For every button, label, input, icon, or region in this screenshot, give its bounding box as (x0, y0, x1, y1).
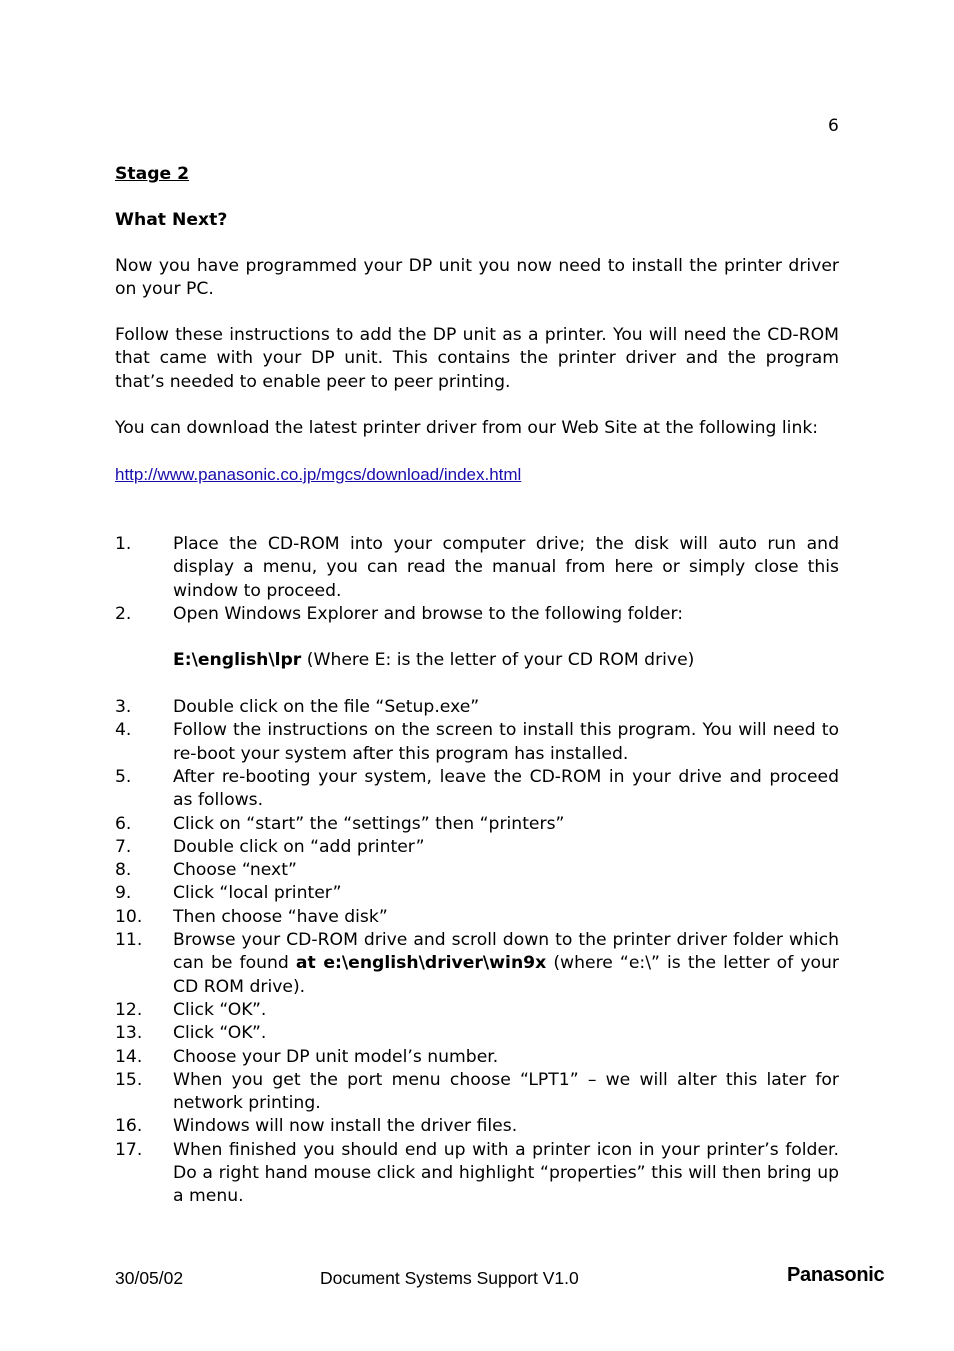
footer-title: Document Systems Support V1.0 (320, 1268, 579, 1288)
list-item (115, 696, 839, 719)
list-item (115, 766, 839, 813)
list-item (115, 882, 839, 905)
list-item (115, 1139, 839, 1209)
step-number: 2. (115, 603, 132, 624)
list-item (115, 719, 839, 766)
step-text: Follow the instructions on the screen to install this program. You will need to re-boot your system after this program has installed. (173, 720, 839, 764)
step-text: Click “OK”. (173, 1023, 267, 1044)
list-item (115, 999, 839, 1022)
list-item (115, 533, 839, 603)
intro-paragraph: Now you have programmed your DP unit you now need to install the printer driver on your PC. (115, 256, 839, 300)
step-text: Windows will now install the driver files. (173, 1116, 518, 1137)
step-number: 14. (115, 1046, 143, 1067)
step-number: 10. (115, 906, 143, 927)
folder-path-line (115, 649, 839, 672)
stage-heading: Stage 2 (115, 164, 190, 184)
step-text: Place the CD-ROM into your computer drive; the disk will auto run and display a menu, you can read the manual from here or simply close this window to proceed. (173, 534, 839, 601)
list-item (115, 1022, 839, 1045)
list-item (115, 929, 839, 999)
step-text: Open Windows Explorer and browse to the following folder: (173, 603, 684, 624)
step-text: Choose “next” (173, 860, 297, 881)
step-text: Choose your DP unit model’s number. (173, 1046, 499, 1067)
page-number: 6 (828, 116, 839, 136)
panasonic-logo: Panasonic (787, 1264, 885, 1286)
footer-date: 30/05/02 (115, 1268, 184, 1288)
driver-path: at e:\english\driver\win9x (295, 953, 547, 974)
list-item (115, 859, 839, 882)
step-text: Click “local printer” (173, 883, 342, 904)
step-number: 5. (115, 766, 132, 787)
step-text: When you get the port menu choose “LPT1” – we will alter this later for network printing. (173, 1069, 839, 1114)
step-number: 15. (115, 1069, 143, 1090)
step-text: When finished you should end up with a printer icon in your printer’s folder. Do a right hand mouse click and highlight “properties” this will then bring up a menu. (173, 1139, 839, 1207)
step-number: 6. (115, 813, 132, 834)
list-item (115, 1046, 839, 1069)
step-number: 9. (115, 883, 132, 904)
step-text-tail: (where “e:\” is the letter of your CD ROM drive). (173, 953, 839, 997)
step-text: After re-booting your system, leave the CD-ROM in your drive and proceed as follows. (173, 766, 839, 811)
step-text: Browse your CD-ROM drive and scroll down to the printer driver folder which can be found (173, 930, 839, 974)
step-text: Click on “start” the “settings” then “printers” (173, 813, 565, 834)
step-number: 13. (115, 1023, 143, 1044)
step-number: 7. (115, 836, 132, 857)
step-number: 1. (115, 534, 132, 554)
list-item (115, 836, 839, 859)
step-number: 16. (115, 1116, 143, 1137)
step-text: Then choose “have disk” (173, 906, 388, 927)
list-item (115, 1069, 839, 1116)
steps-list (115, 533, 839, 1209)
step-number: 12. (115, 999, 143, 1020)
step-number: 11. (115, 930, 143, 951)
instructions-paragraph: Follow these instructions to add the DP unit as a printer. You will need the CD-ROM that came with your DP unit. This contains the printer driver and the program that’s needed to enable peer to peer printing. (115, 325, 839, 392)
sub-heading: What Next? (115, 210, 228, 230)
download-paragraph: You can download the latest printer driver from our Web Site at the following link: (115, 418, 819, 438)
step-text: Double click on the file “Setup.exe” (173, 697, 480, 718)
list-item (115, 813, 839, 836)
step-number: 3. (115, 697, 132, 718)
step-text: Click “OK”. (173, 999, 267, 1020)
step-number: 8. (115, 860, 132, 881)
step-number: 4. (115, 720, 132, 741)
folder-path-note: (Where E: is the letter of your CD ROM drive) (301, 650, 695, 671)
list-item (115, 1115, 839, 1138)
step-text: Double click on “add printer” (173, 836, 425, 857)
list-item (115, 603, 839, 626)
download-link[interactable]: http://www.panasonic.co.jp/mgcs/download/index.html (115, 465, 522, 484)
folder-path: E:\english\lpr (173, 650, 302, 671)
step-number: 17. (115, 1139, 143, 1160)
list-item (115, 906, 839, 929)
